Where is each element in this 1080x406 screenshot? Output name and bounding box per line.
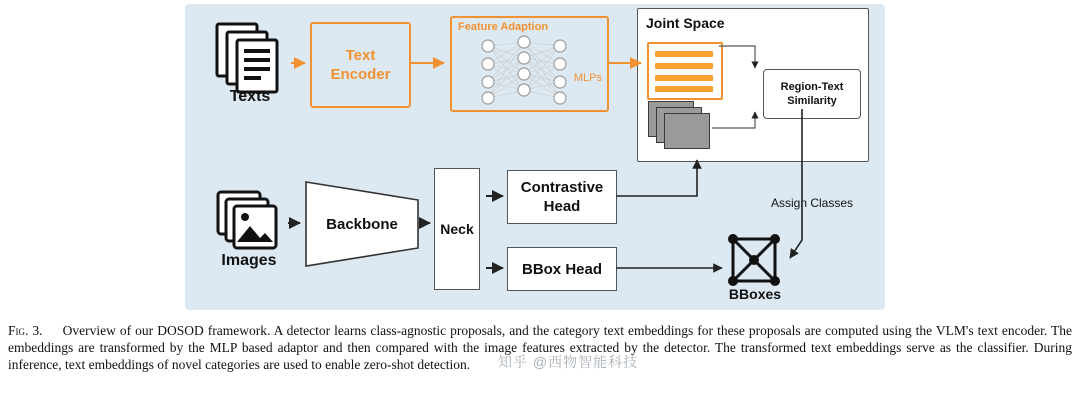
text-encoder-node[interactable] [310,22,411,108]
mlp-network-graphic [452,18,603,106]
images-label: Images [221,252,277,269]
bbox-head-node[interactable] [507,247,617,291]
region-text-similarity-node[interactable] [763,69,861,119]
bboxes-icon [727,233,781,287]
joint-space-node [637,8,869,162]
figure-number: Fig. 3. [8,323,43,338]
bbox-head-label: BBox Head [521,260,603,278]
figure-caption-text: Overview of our DOSOD framework. A detector learns class-agnostic proposals, and the category text embeddings for these proposals are computed using the VLM's text encoder. The embeddings are transformed by the MLP based adaptor and then compared with the image features extracted by the detector. The transformed text embeddings serve as the classifier. During inference, text embeddings of novel categories are used to enable zero-shot detection. [8,323,1073,372]
contrastive-head-line2: Head [543,198,581,215]
region-text-similarity-line1: Region-Text [780,81,844,93]
image-feature-stack-icon [648,101,710,151]
backbone-label: Backbone [326,215,398,233]
feature-adaption-title: Feature Adaption [458,21,549,33]
feature-adaption-node[interactable] [450,16,609,112]
contrastive-head-node[interactable] [507,170,617,224]
neck-node[interactable] [434,168,480,290]
texts-label: Texts [229,88,271,105]
images-stack-icon [216,190,282,252]
contrastive-head-line1: Contrastive [520,179,604,196]
text-encoder-label-line1: Text [345,47,376,64]
backbone-node[interactable] [302,178,422,270]
joint-space-title: Joint Space [646,15,725,31]
neck-label: Neck [440,221,474,237]
text-embeddings-card [647,42,723,100]
texts-document-stack-icon [215,22,285,94]
text-encoder-label-line2: Encoder [330,66,391,83]
watermark-label: 知乎 @西物智能科技 [498,354,639,370]
region-text-similarity-line2: Similarity [787,95,837,107]
mlps-label: MLPs [573,72,602,84]
bboxes-label: BBoxes [728,286,782,302]
assign-classes-label: Assign Classes [770,196,854,210]
